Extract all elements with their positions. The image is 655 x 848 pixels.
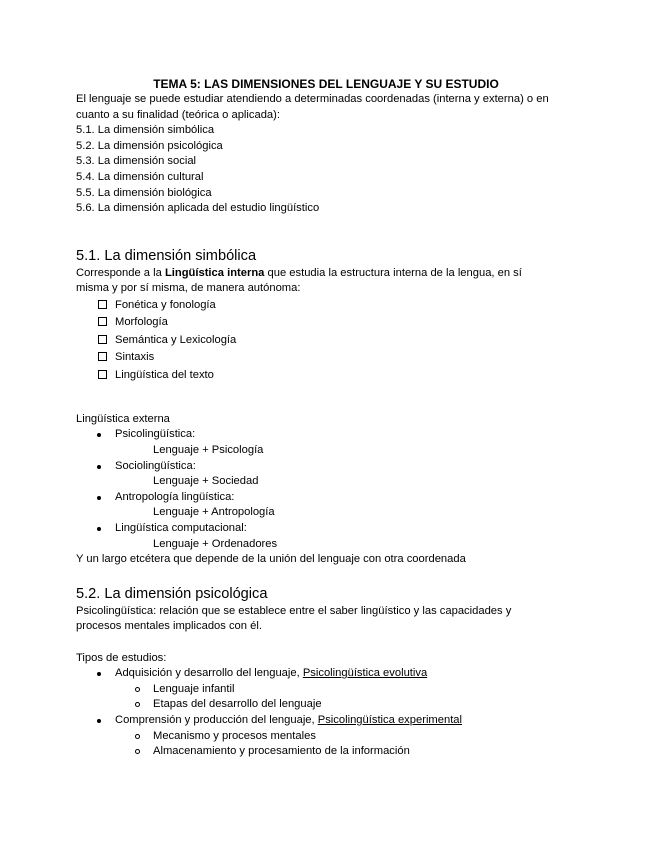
list-item-description: Lenguaje + Psicología: [153, 444, 264, 457]
section-1-closing: Y un largo etcétera que depende de la unión del lenguaje con otra coordenada: [76, 553, 466, 566]
toc-item: 5.2. La dimensión psicológica: [76, 139, 223, 152]
checkbox-icon[interactable]: [98, 300, 107, 309]
list-item-label: Lingüística computacional:: [115, 522, 247, 535]
section-2-heading: 5.2. La dimensión psicológica: [76, 585, 268, 602]
list-item-label: Adquisición y desarrollo del lenguaje,: [115, 667, 303, 680]
section-2-definition: [76, 604, 576, 635]
psicolinguistica-experimental-link[interactable]: Psicolingüística experimental: [317, 713, 463, 726]
sub-list-item-label: Lenguaje infantil: [153, 682, 235, 695]
section-1-text: misma y por sí misma, de manera autónoma:: [76, 282, 301, 295]
circle-bullet-icon: [135, 734, 140, 739]
checkbox-icon[interactable]: [98, 317, 107, 326]
external-linguistics-title: Lingüística externa: [76, 412, 170, 425]
checkbox-icon[interactable]: [98, 335, 107, 344]
bullet-icon: [97, 719, 101, 723]
section-1-heading: 5.1. La dimensión simbólica: [76, 247, 257, 264]
list-item-description: Lenguaje + Antropología: [153, 506, 275, 519]
section-2-text: Psicolingüística: relación que se establece entre el saber lingüístico y las capacidades y: [76, 604, 512, 617]
study-types-title: Tipos de estudios:: [76, 651, 167, 664]
external-linguistics-list: [76, 427, 576, 552]
study-types-list: [76, 666, 576, 760]
bullet-icon: [97, 465, 101, 469]
bullet-icon: [97, 527, 101, 531]
list-item: [76, 459, 576, 490]
sub-list-item: [115, 729, 576, 745]
checklist-item-label: Sintaxis: [115, 351, 155, 364]
checkbox-icon[interactable]: [98, 370, 107, 379]
checklist-item-label: Lingüística del texto: [115, 368, 214, 381]
intro-paragraph: [76, 92, 576, 123]
sub-list-item-label: Etapas del desarrollo del lenguaje: [153, 698, 322, 711]
table-of-contents: [76, 123, 576, 217]
sub-list: [115, 682, 576, 713]
list-item-label: Antropología lingüística:: [115, 490, 235, 503]
circle-bullet-icon: [135, 749, 140, 754]
sub-list-item-label: Almacenamiento y procesamiento de la información: [153, 745, 410, 758]
intro-line-1: El lenguaje se puede estudiar atendiendo a determinadas coordenadas (interna y externa) o en: [76, 93, 549, 105]
list-item-label: Sociolingüística:: [115, 459, 196, 472]
list-item-description: Lenguaje + Ordenadores: [153, 537, 278, 550]
toc-item: 5.3. La dimensión social: [76, 155, 197, 168]
checklist-item: [76, 314, 576, 331]
toc-item: 5.5. La dimensión biológica: [76, 186, 212, 199]
toc-item: 5.1. La dimensión simbólica: [76, 124, 215, 137]
section-1-paragraph: [76, 266, 576, 297]
circle-bullet-icon: [135, 702, 140, 707]
bold-term: Lingüística interna: [164, 266, 265, 279]
list-item: [76, 666, 576, 713]
circle-bullet-icon: [135, 687, 140, 692]
list-item: [76, 427, 576, 458]
list-item: [76, 713, 576, 760]
sub-list-item: [115, 682, 576, 698]
list-item: [76, 521, 576, 552]
document-title: TEMA 5: LAS DIMENSIONES DEL LENGUAJE Y SU ESTUDIO: [153, 77, 499, 91]
list-item-description: Lenguaje + Sociedad: [153, 475, 259, 488]
checklist-item-label: Fonética y fonología: [115, 298, 216, 311]
sub-list: [115, 729, 576, 760]
checklist-item-label: Morfología: [115, 316, 168, 329]
toc-item: 5.4. La dimensión cultural: [76, 170, 204, 183]
toc-item: 5.6. La dimensión aplicada del estudio lingüístico: [76, 202, 320, 215]
bullet-icon: [97, 672, 101, 676]
checklist-item: [76, 297, 576, 314]
bullet-icon: [97, 496, 101, 500]
intro-line-2: cuanto a su finalidad (teórica o aplicada):: [76, 108, 280, 121]
section-1-text: que estudia la estructura interna de la lengua, en sí: [264, 266, 522, 279]
list-item-label: Comprensión y producción del lenguaje,: [115, 713, 318, 726]
checklist-item: [76, 332, 576, 349]
sub-list-item-label: Mecanismo y procesos mentales: [153, 729, 316, 742]
psicolinguistica-evolutiva-link[interactable]: Psicolingüística evolutiva: [302, 667, 428, 680]
list-item: [76, 490, 576, 521]
checkbox-icon[interactable]: [98, 352, 107, 361]
section-2-text: procesos mentales implicados con él.: [76, 620, 262, 633]
checklist-item: [76, 367, 576, 384]
internal-linguistics-checklist: [76, 297, 576, 384]
sub-list-item: [115, 744, 576, 760]
list-item-label: Psicolingüística:: [115, 428, 196, 441]
sub-list-item: [115, 697, 576, 713]
checklist-item: [76, 349, 576, 366]
section-1-text: Corresponde a la: [76, 266, 165, 279]
bullet-icon: [97, 433, 101, 437]
checklist-item-label: Semántica y Lexicología: [115, 333, 237, 346]
document-page: [76, 76, 576, 760]
